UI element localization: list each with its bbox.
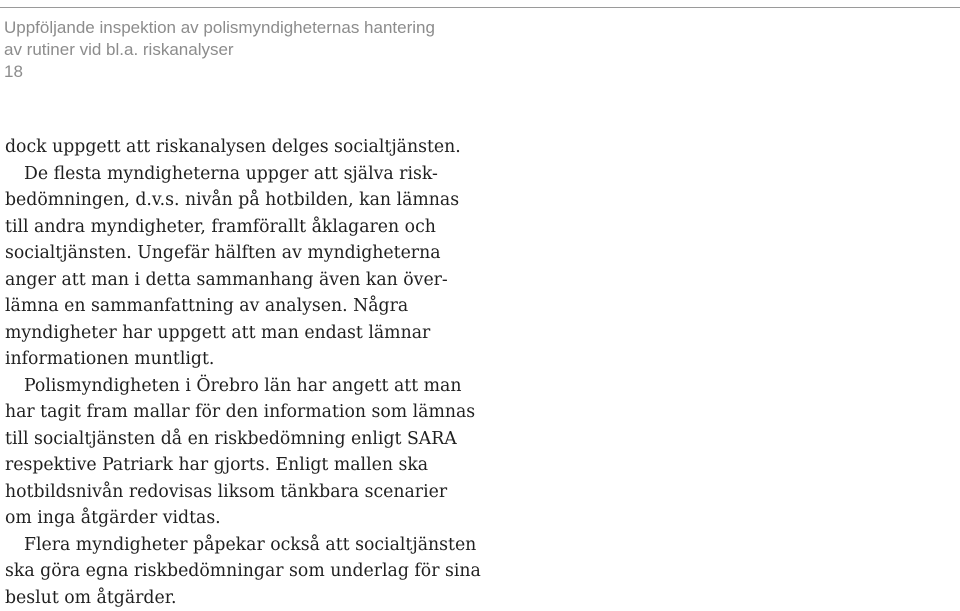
text-line: lämna en sammanfattning av analysen. Några: [5, 296, 409, 316]
text-line: till andra myndigheter, framförallt åklagaren och: [5, 216, 436, 237]
page-number: 18: [4, 62, 23, 81]
text-line: om inga åtgärder vidtas.: [5, 508, 221, 528]
text-line: bedömningen, d.v.s. nivån på hotbilden, kan lämnas: [5, 190, 460, 210]
text-line: Flera myndigheter påpekar också att socialtjänsten: [24, 534, 477, 555]
text-line: respektive Patriark har gjorts. Enligt mallen ska: [5, 455, 429, 475]
running-header: [4, 17, 435, 83]
text-line: hotbildsnivån redovisas liksom tänkbara scenarier: [5, 481, 448, 502]
header-title-line-2: av rutiner vid bl.a. riskanalyser: [4, 40, 234, 59]
text-line: Polismyndigheten i Örebro län har angett att man: [24, 375, 462, 396]
text-line: till socialtjänsten då en riskbedömning enligt SARA: [5, 428, 457, 449]
text-line: myndigheter har uppgett att man endast lämnar: [5, 322, 431, 343]
text-line: har tagit fram mallar för den information som lämnas: [5, 402, 476, 422]
header-rule: [0, 7, 960, 8]
text-line: De flesta myndigheterna uppger att själva risk-: [24, 163, 438, 184]
header-title-line-1: Uppföljande inspektion av polismyndigheternas hantering: [4, 18, 435, 37]
text-line: informationen muntligt.: [5, 349, 215, 369]
text-line: dock uppgett att riskanalysen delges socialtjänsten.: [5, 137, 461, 157]
text-line: beslut om åtgärder.: [5, 587, 177, 608]
text-line: ska göra egna riskbedömningar som underlag för sina: [5, 561, 481, 581]
text-line: anger att man i detta sammanhang även kan över-: [5, 269, 448, 290]
text-line: socialtjänsten. Ungefär hälften av myndigheterna: [5, 243, 441, 263]
body-text: [5, 134, 950, 611]
